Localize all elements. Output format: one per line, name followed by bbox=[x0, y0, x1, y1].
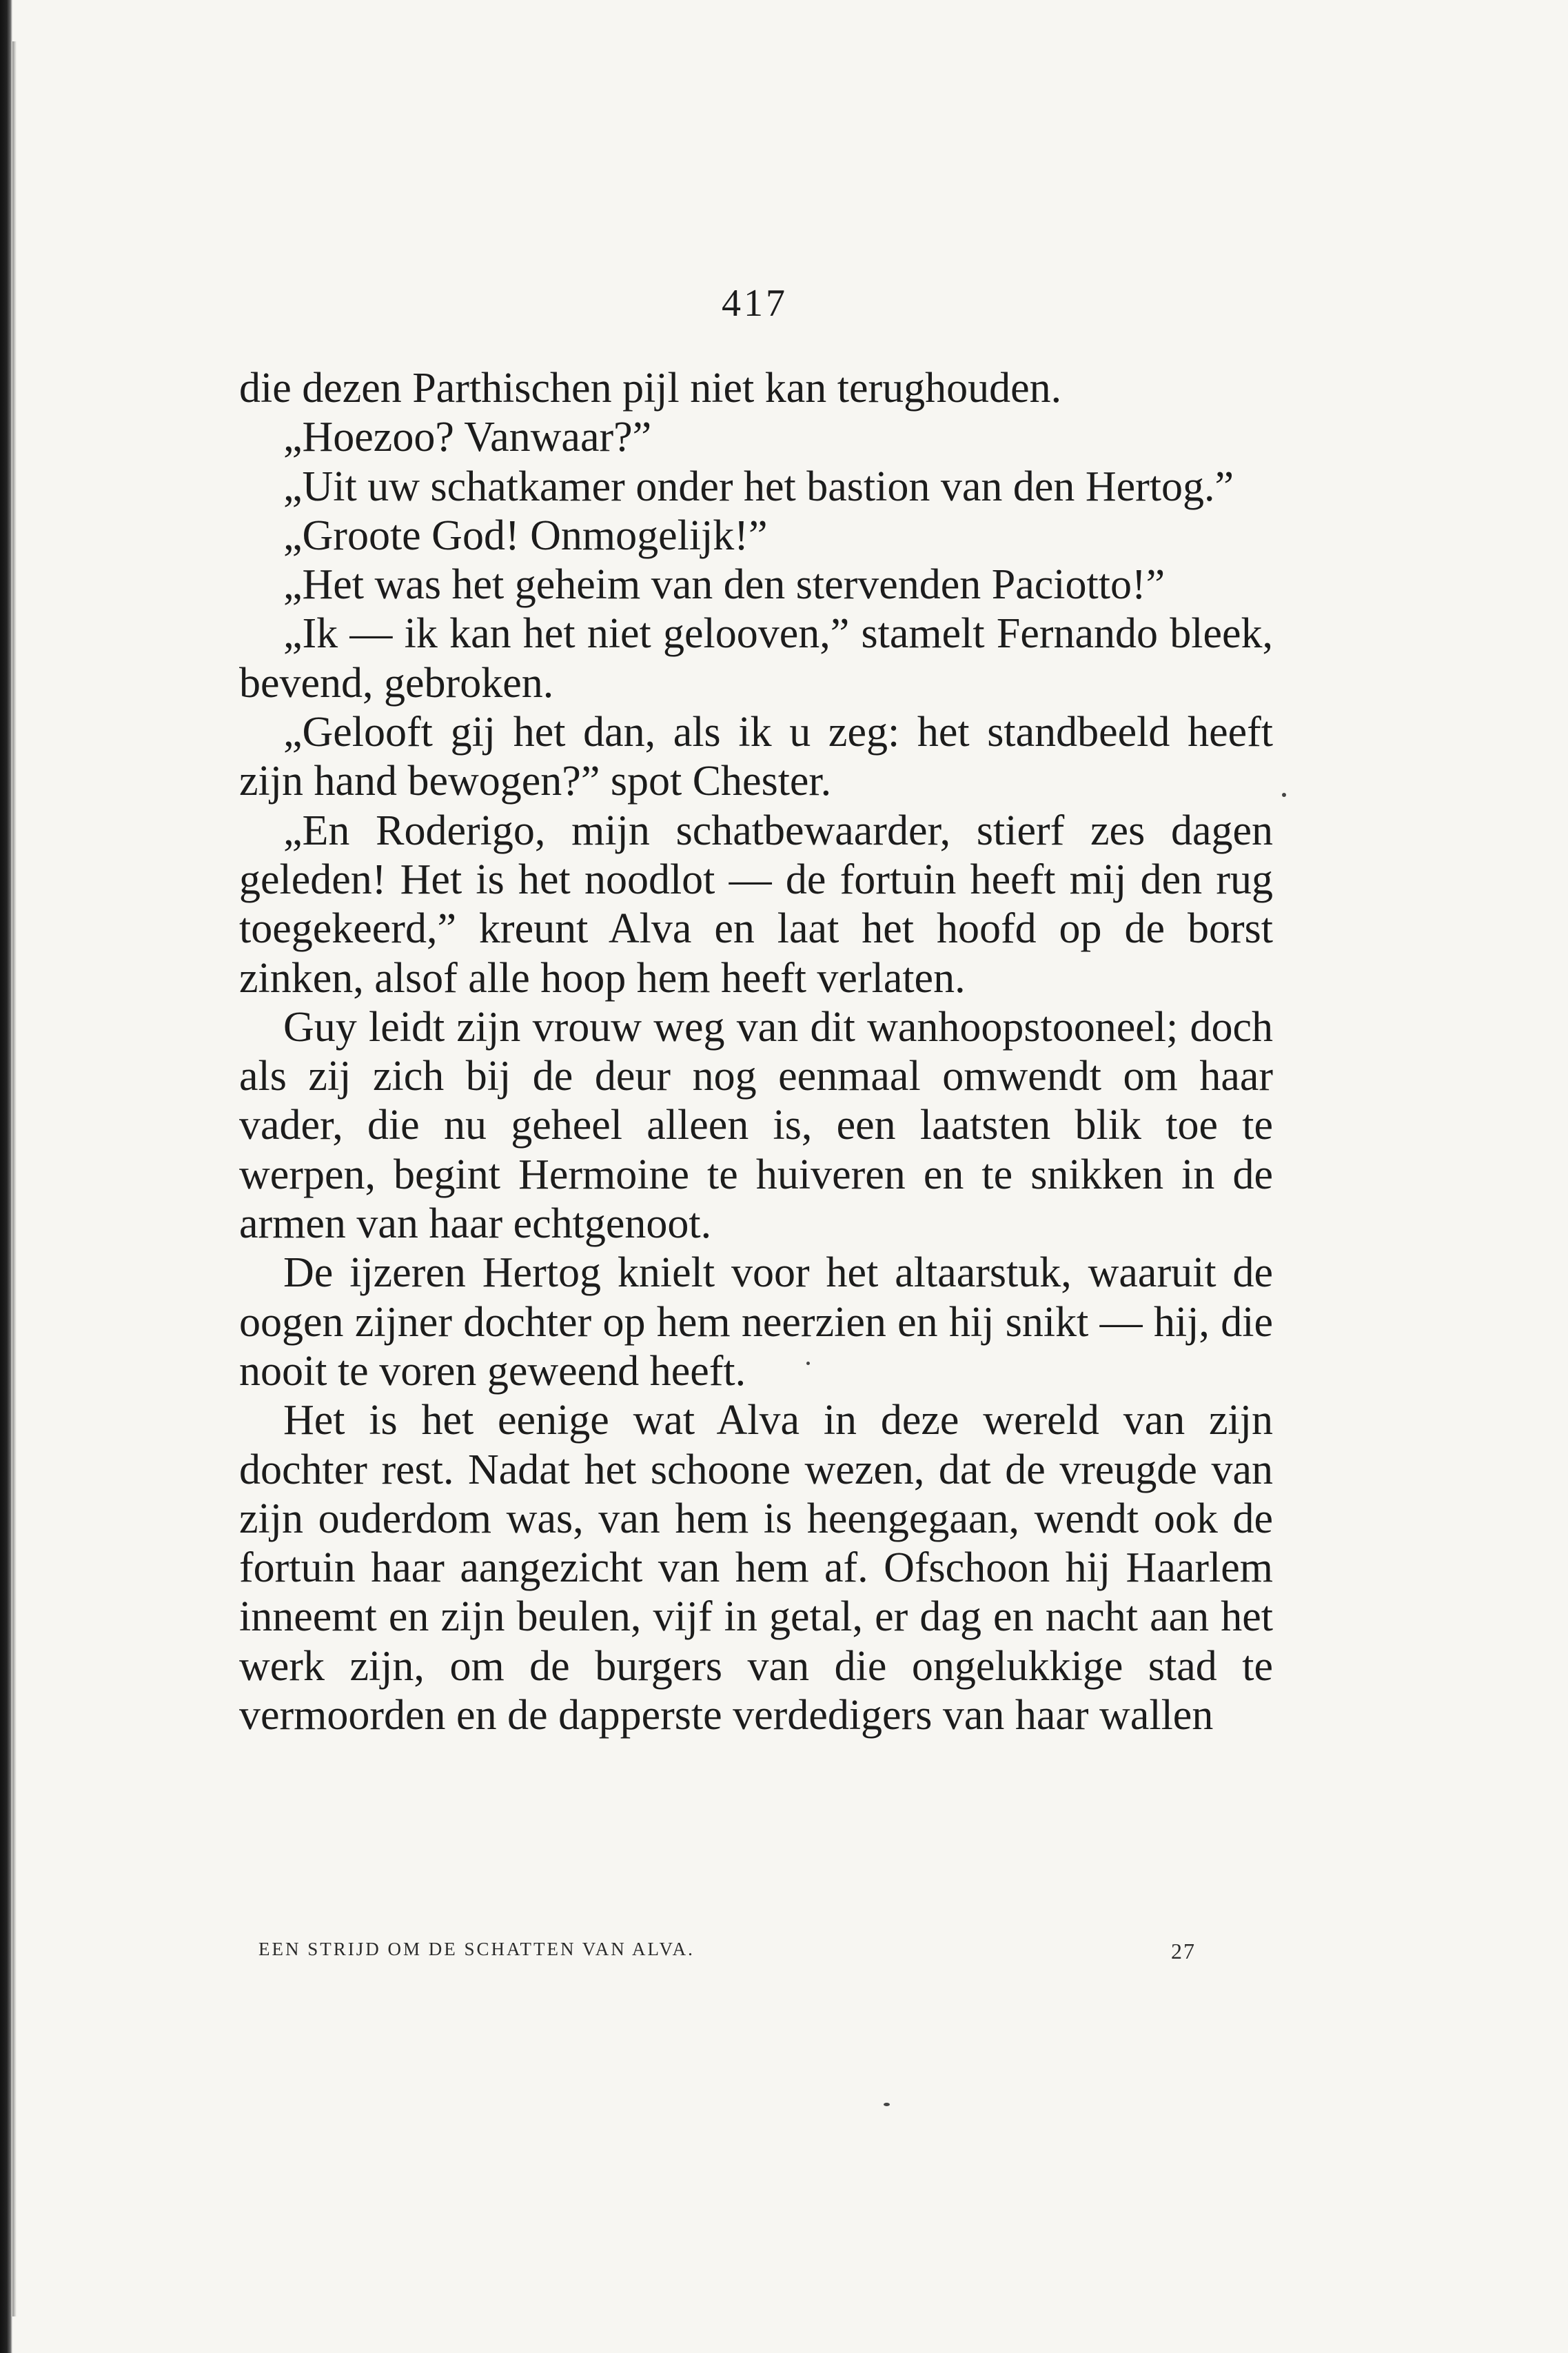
ink-speck bbox=[884, 2103, 890, 2106]
paragraph: Het is het eenige wat Alva in deze wereld van zijn dochter rest. Nadat het schoone wezen, dat de vreugde van zijn ouderdom was, van hem is heengegaan, wendt ook de fortuin haar aangezicht van hem af. Ofschoon hij Haarlem inneemt en zijn beulen, vijf in getal, er dag en nacht aan het werk zijn, om de burgers van die ongelukkige stad te vermoorden en de dapperste verdedigers van haar wallen bbox=[239, 1397, 1273, 1739]
page-number: 417 bbox=[722, 282, 788, 325]
paragraph: De ijzeren Hertog knielt voor het altaarstuk, waaruit de oogen zijner dochter op hem neerzien en hij snikt — hij, die nooit te voren geweend heeft. bbox=[239, 1249, 1273, 1395]
paragraph: „Groote God! Onmogelijk!” bbox=[283, 512, 768, 559]
page-footer bbox=[258, 1939, 1196, 1966]
paragraph: die dezen Parthischen pijl niet kan terughouden. bbox=[239, 365, 1062, 412]
binding-edge bbox=[0, 0, 12, 2353]
paragraph: „Hoezoo? Vanwaar?” bbox=[283, 414, 652, 461]
body-text bbox=[239, 364, 1273, 1740]
paragraph: „En Roderigo, mijn schatbewaarder, stierf zes dagen geleden! Het is het noodlot — de fortuin heeft mij den rug toegekeerd,” kreunt Alva en laat het hoofd op de borst zinken, alsof alle hoop hem heeft verlaten. bbox=[239, 807, 1273, 1002]
ink-speck bbox=[1282, 793, 1286, 797]
paragraph: Guy leidt zijn vrouw weg van dit wanhoopstooneel; doch als zij zich bij de deur nog eenmaal omwendt om haar vader, die nu geheel alleen is, een laatsten blik toe te werpen, begint Hermoine te huiveren en te snikken in de armen van haar echtgenoot. bbox=[239, 1003, 1273, 1248]
paragraph: „Gelooft gij het dan, als ik u zeg: het standbeeld heeft zijn hand bewogen?” spot Chester. bbox=[239, 709, 1273, 805]
paragraph: „Het was het geheim van den stervenden Paciotto!” bbox=[283, 561, 1165, 609]
ink-speck bbox=[806, 1362, 810, 1365]
binding-shadow bbox=[12, 41, 17, 2316]
running-footer-title: EEN STRIJD OM DE SCHATTEN VAN ALVA. bbox=[258, 1939, 695, 1959]
paragraph: „Ik — ik kan het niet gelooven,” stamelt Fernando bleek, bevend, gebroken. bbox=[239, 610, 1273, 707]
signature-mark: 27 bbox=[1171, 1939, 1196, 1963]
paragraph: „Uit uw schatkamer onder het bastion van den Hertog.” bbox=[283, 463, 1234, 510]
